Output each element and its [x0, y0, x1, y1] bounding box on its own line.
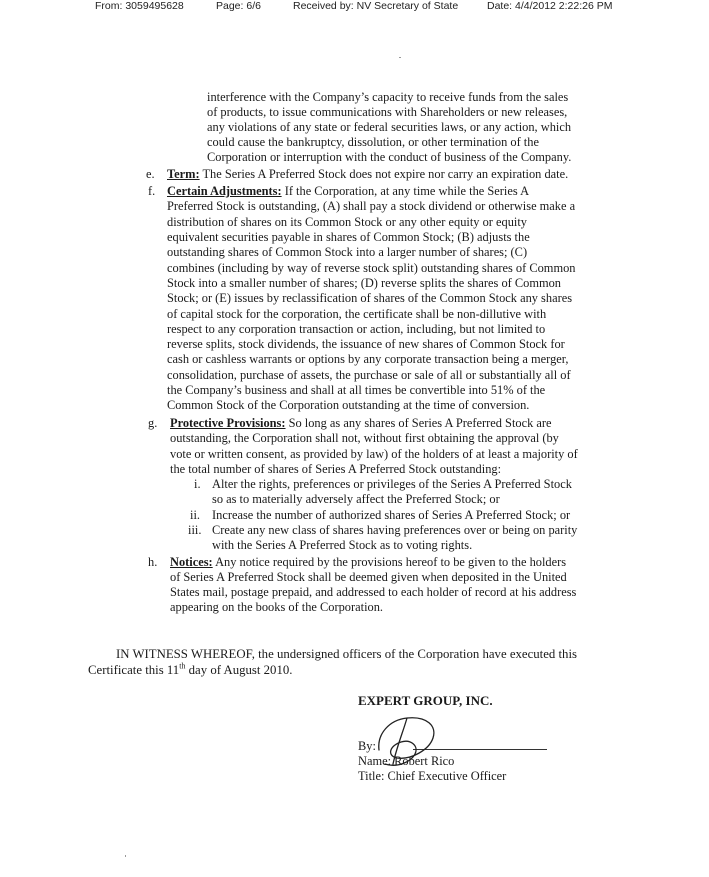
section-g-line: outstanding, the Corporation shall not, without first obtaining the approval (by	[170, 431, 559, 445]
subitem-iii-line: with the Series A Preferred Stock as to voting rights.	[212, 538, 473, 552]
subitem-iii-marker: iii.	[188, 523, 202, 537]
section-f-first-line	[167, 184, 529, 199]
witness-date-rest: day of August 2010.	[185, 663, 293, 677]
signer-title: Title: Chief Executive Officer	[358, 769, 507, 783]
subitem-ii-marker: ii.	[190, 508, 200, 522]
section-g-line: the total number of shares of Series A Preferred Stock outstanding:	[170, 462, 502, 476]
subitem-i-line: so as to materially adversely affect the Preferred Stock; or	[212, 492, 500, 506]
continuation-line: interference with the Company’s capacity to receive funds from the sales	[207, 90, 569, 104]
subitem-iii-line: Create any new class of shares having preferences over or being on parity	[212, 523, 578, 537]
section-f-line: outstanding shares of Common Stock into a larger number of shares; (C)	[167, 245, 528, 259]
company-name: EXPERT GROUP, INC.	[358, 693, 493, 708]
section-f-line: of capital stock for the corporation, the certificate shall be non-dillutive with	[167, 307, 547, 321]
witness-date-text: Certificate this 11	[88, 663, 180, 677]
continuation-line: any violations of any state or federal securities laws, or any action, which	[207, 120, 572, 134]
section-f-line: combines (including by way of reverse stock split) outstanding shares of Common	[167, 261, 576, 275]
section-e-first-line	[167, 167, 568, 182]
section-h-first-line	[170, 555, 566, 570]
section-f-line: cash or cashless warrants or options by any corporate transaction being a merger,	[167, 352, 569, 366]
section-f-line: distribution of shares on its Common Stock or any other equity or equity	[167, 215, 527, 229]
section-f-line: Stock; or (E) issues by reclassification of shares of the Common Stock any shares	[167, 291, 573, 305]
section-f-line: equivalent securities payable in shares of Common Stock; (B) adjusts the	[167, 230, 530, 244]
section-h-line: of Series A Preferred Stock shall be deemed given when deposited in the United	[170, 570, 567, 584]
section-e-heading: Term:	[167, 167, 200, 181]
fax-from: From: 3059495628	[95, 0, 184, 12]
section-h-heading: Notices:	[170, 555, 213, 569]
section-g-text: So long as any shares of Series A Preferred Stock are	[285, 416, 552, 430]
section-f-marker: f.	[148, 184, 156, 198]
section-f-heading: Certain Adjustments:	[167, 184, 282, 198]
scan-speck	[125, 855, 126, 857]
section-g-heading: Protective Provisions:	[170, 416, 286, 430]
continuation-line: of products, to issue communications with Shareholders or new releases,	[207, 105, 568, 119]
section-f-line: Preferred Stock is outstanding, (A) shall pay a stock dividend or otherwise make a	[167, 199, 576, 213]
scan-speck	[399, 57, 401, 58]
fax-date: Date: 4/4/2012 2:22:26 PM	[487, 0, 613, 12]
subitem-i-line: Alter the rights, preferences or privileges of the Series A Preferred Stock	[212, 477, 572, 491]
continuation-line: Corporation or interruption with the conduct of business of the Company.	[207, 150, 572, 164]
section-h-text: Any notice required by the provisions hereof to be given to the holders	[212, 555, 567, 569]
section-f-line: consolidation, purchase of assets, the purchase or sale of all or substantially all of	[167, 368, 571, 382]
section-g-line: vote or written consent, as provided by law) of the holders of at least a majority of	[170, 447, 578, 461]
section-g-first-line	[170, 416, 552, 431]
section-f-line: the Company’s business and shall at all times be convertible into 51% of the	[167, 383, 546, 397]
section-f-line: respect to any corporation transaction or action, including, but not limited to	[167, 322, 546, 336]
fax-received-by: Received by: NV Secretary of State	[293, 0, 459, 12]
witness-line-1: IN WITNESS WHEREOF, the undersigned officers of the Corporation have executed this	[116, 647, 577, 661]
section-e-text: The Series A Preferred Stock does not expire nor carry an expiration date.	[199, 167, 569, 181]
fax-header	[0, 0, 709, 12]
witness-date-ordinal: th	[179, 661, 186, 671]
by-label: By:	[358, 739, 376, 753]
handwritten-signature	[367, 712, 457, 772]
witness-line-2	[88, 663, 292, 678]
subitem-i-marker: i.	[194, 477, 201, 491]
section-f-text: If the Corporation, at any time while the Series A	[281, 184, 530, 198]
section-f-line: Common Stock of the Corporation outstanding at the time of conversion.	[167, 398, 530, 412]
section-h-marker: h.	[148, 555, 158, 569]
continuation-line: could cause the bankruptcy, dissolution, or other termination of the	[207, 135, 539, 149]
section-f-line: reverse splits, stock dividends, the issuance of new shares of Common Stock for	[167, 337, 565, 351]
section-h-line: appearing on the books of the Corporation.	[170, 600, 384, 614]
subitem-ii-line: Increase the number of authorized shares of Series A Preferred Stock; or	[212, 508, 571, 522]
section-f-line: Stock into a smaller number of shares; (D) reverse splits the shares of Common	[167, 276, 562, 290]
section-h-line: States mail, postage prepaid, and addressed to each holder of record at his address	[170, 585, 577, 599]
section-e-marker: e.	[146, 167, 155, 181]
section-g-marker: g.	[148, 416, 158, 430]
fax-page: Page: 6/6	[216, 0, 261, 12]
signer-name: Name: Robert Rico	[358, 754, 455, 768]
